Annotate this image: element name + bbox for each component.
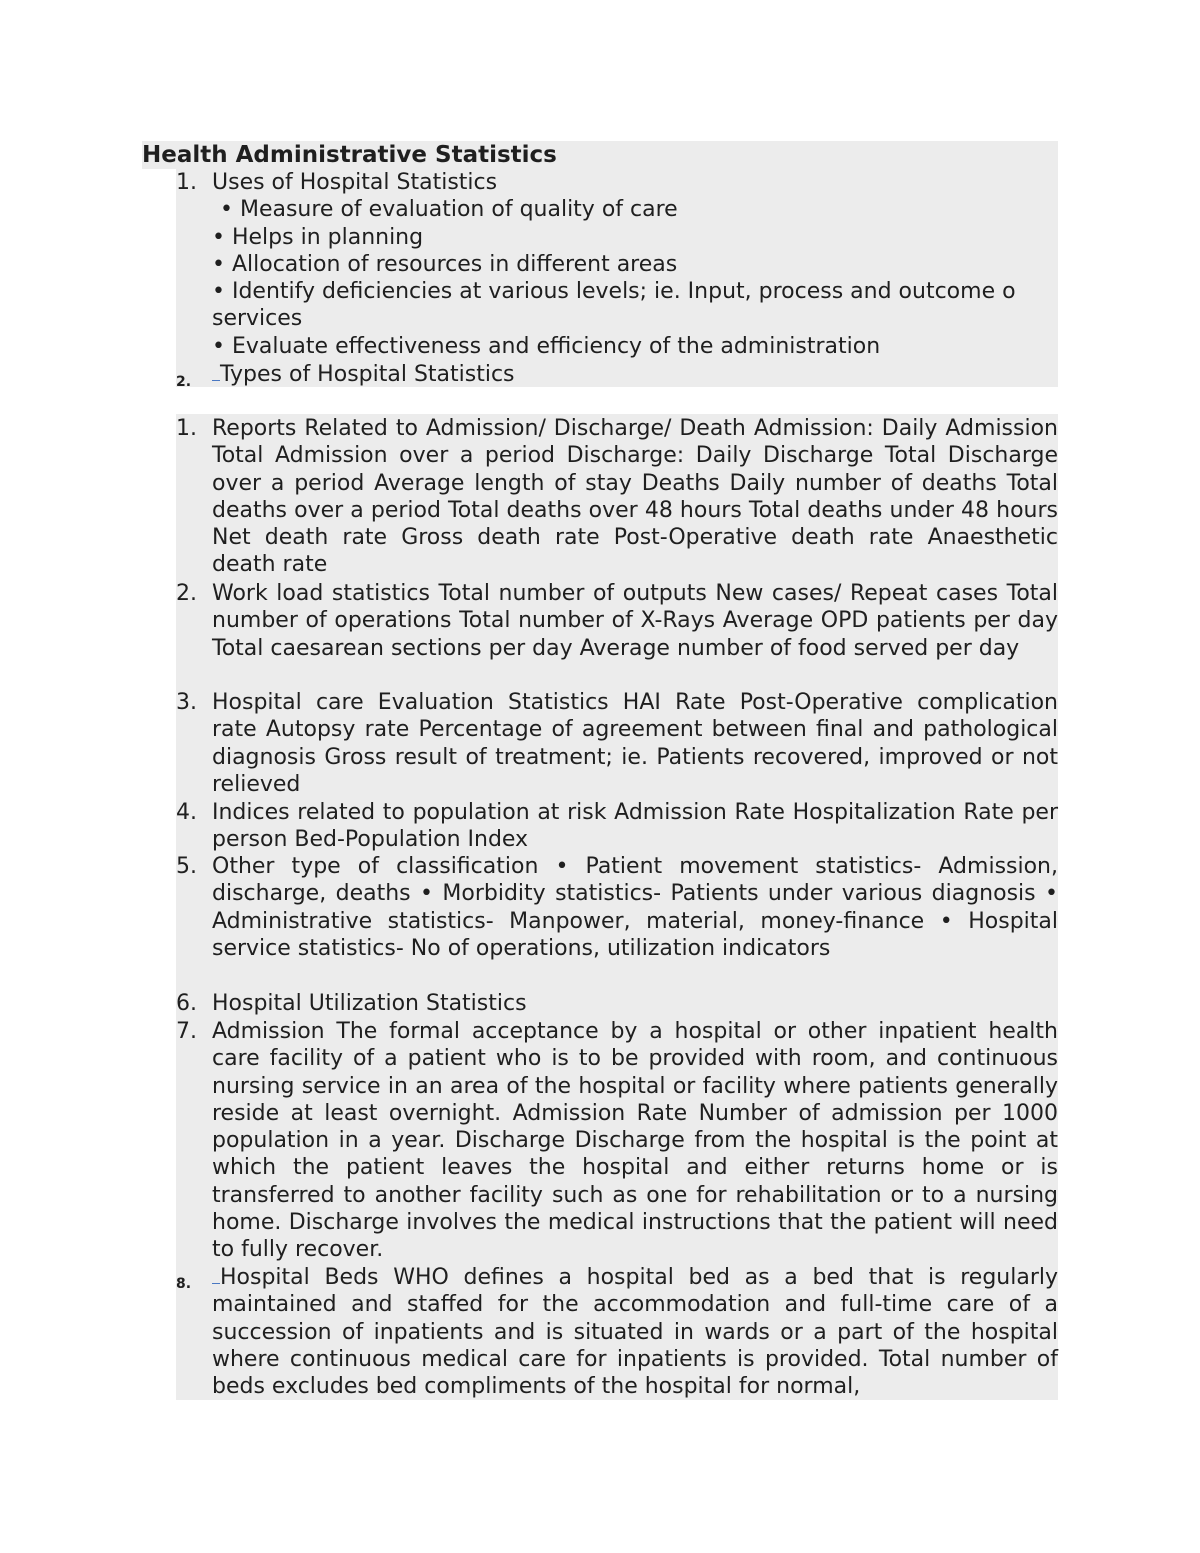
underline-mark [212,1265,220,1284]
list-number: 2. [176,581,197,606]
list-number: 4. [176,800,197,825]
list-item [212,1264,1058,1400]
list-number: 1. [176,170,197,195]
list-item: Work load statistics Total number of outputs New cases/ Repeat cases Total number of operations Total number of X-Rays Average OPD patients per day Total caesarean sections per day Average number of food served per day [212,581,1058,661]
list-item: Other type of classification • Patient movement statistics- Admission, discharge, deaths • Morbidity statistics- Patients under various diagnosis • Administrative statistics- Manpower, material, money-finance • Hospital service statistics- No of operations, utilization indicators [212,854,1058,961]
bullet-item: • Allocation of resources in different areas [212,252,678,277]
list-item: Admission The formal acceptance by a hospital or other inpatient health care facility of a patient who is to be provided with room, and continuous nursing service in an area of the hospital or facility where patients generally reside at least overnight. Admission Rate Number of admission per 1000 population in a year. Discharge Discharge from the hospital is the point at which the patient leaves the hospital and either returns home or is transferred to another facility such as one for rehabilitation or to a nursing home. Discharge involves the medical instructions that the patient will need to fully recover. [212,1019,1058,1263]
list-number: 2. [176,374,192,390]
list-item: Indices related to population at risk Admission Rate Hospitalization Rate per person Bed-Population Index [212,800,1058,853]
list-number: 7. [176,1019,197,1044]
list-number: 1. [176,416,197,441]
underline-mark [212,362,220,381]
list-number: 6. [176,991,197,1016]
bullet-item: • Evaluate effectiveness and efficiency of the administration [212,334,881,359]
list-item: Reports Related to Admission/ Discharge/ Death Admission: Daily Admission Total Admission over a period Discharge: Daily Discharge Total Discharge over a period Average length of stay Deaths Daily number of deaths Total deaths over a period Total deaths over 48 hours Total deaths under 48 hours Net death rate Gross death rate Post-Operative death rate Anaesthetic death rate [212,416,1058,578]
list-number: 5. [176,854,197,879]
list-item: Hospital care Evaluation Statistics HAI Rate Post-Operative complication rate Autopsy rate Percentage of agreement between final and pathological diagnosis Gross result of treatment; ie. Patients recovered, improved or not relieved [212,690,1058,797]
list-item: Hospital Utilization Statistics [212,991,527,1016]
bullet-item: • Helps in planning [212,225,424,250]
list-item-text: Hospital Beds WHO defines a hospital bed as a bed that is regularly maintained and staffed for the accommodation and full-time care of a succession of inpatients and is situated in wards or a part of the hospital where continuous medical care for inpatients is provided. Total number of beds excludes bed compliments of the hospital for normal, [212,1265,1058,1400]
list-item-label: Types of Hospital Statistics [220,362,515,387]
list-item-uses: Uses of Hospital Statistics [212,170,498,195]
document-title: Health Administrative Statistics [142,141,1058,169]
list-number: 3. [176,690,197,715]
list-number: 8. [176,1276,192,1292]
bullet-item: • Identify deficiencies at various levels; ie. Input, process and outcome o services [212,279,1016,332]
list-item-types [212,361,515,388]
bullet-item: • Measure of evaluation of quality of care [220,197,678,222]
